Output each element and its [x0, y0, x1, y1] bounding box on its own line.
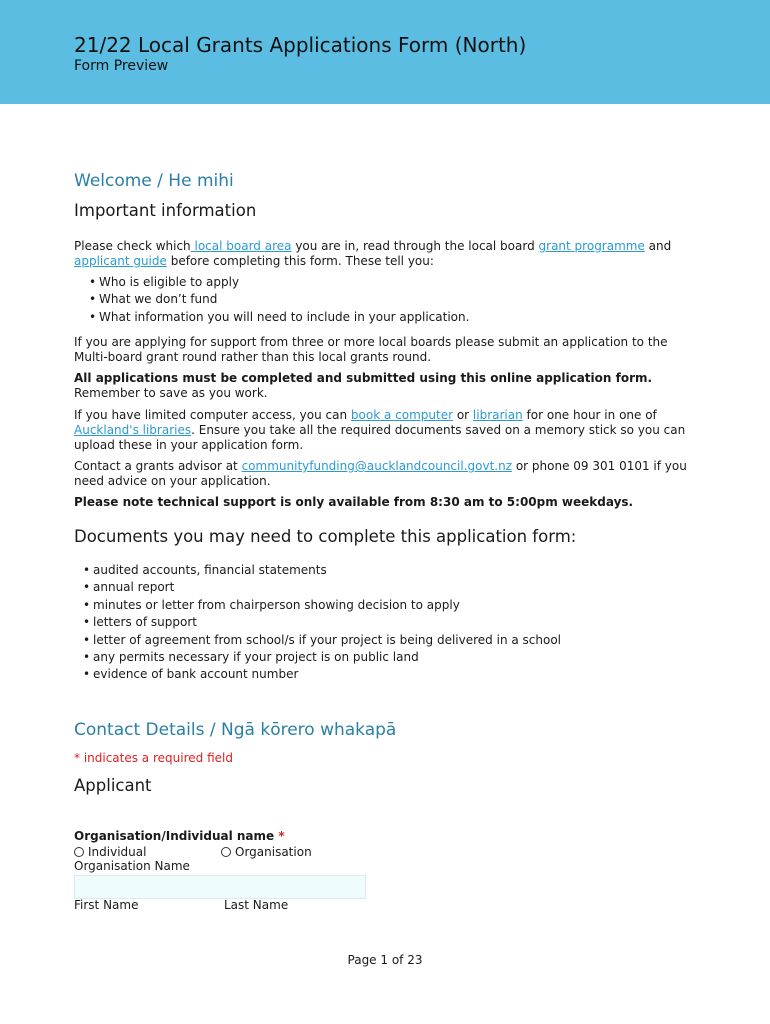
applicant-guide-link[interactable]: applicant guide — [74, 254, 167, 268]
radio-organisation[interactable] — [221, 845, 312, 859]
contact-text-1: Contact a grants advisor at — [74, 459, 242, 473]
required-field-note: * indicates a required field — [74, 751, 233, 765]
access-text-3: for one hour in one of — [522, 408, 657, 422]
intro-text-3: and — [644, 239, 672, 253]
welcome-heading: Welcome / He mihi — [74, 171, 234, 191]
online-submission-paragraph — [74, 371, 694, 401]
radio-organisation-label: Organisation — [235, 845, 312, 859]
access-text-2: or — [453, 408, 473, 422]
contact-advisor-paragraph — [74, 459, 694, 489]
page-indicator: Page 1 of 23 — [347, 953, 423, 967]
online-submission-bold: All applications must be completed and submitted using this online application form. — [74, 371, 653, 385]
librarian-link[interactable]: librarian — [472, 408, 523, 422]
required-star: * — [274, 829, 285, 843]
contact-details-heading: Contact Details / Ngā kōrero whakapā — [74, 720, 397, 740]
last-name-label: Last Name — [224, 898, 289, 912]
form-title: 21/22 Local Grants Applications Form (North) — [74, 33, 527, 57]
multi-board-paragraph: If you are applying for support from three or more local boards please submit an application to the Multi-board grant round rather than this local grants round. — [74, 335, 668, 364]
book-computer-link[interactable]: book a computer — [350, 408, 454, 422]
auckland-libraries-link[interactable]: Auckland's libraries — [74, 423, 192, 437]
list-item: • What we don’t fund — [70, 291, 469, 308]
radio-individual[interactable] — [74, 845, 146, 859]
list-item: • audited accounts, financial statements — [64, 562, 561, 579]
list-item: • letter of agreement from school/s if your project is being delivered in a school — [64, 632, 561, 649]
radio-circle-icon[interactable] — [74, 847, 84, 857]
intro-text-1: Please check which — [74, 239, 191, 253]
intro-paragraph — [74, 239, 694, 269]
radio-circle-icon[interactable] — [221, 847, 231, 857]
email-link[interactable]: communityfunding@aucklandcouncil.govt.nz — [241, 459, 512, 473]
list-item: • annual report — [64, 579, 561, 596]
eligibility-list — [70, 274, 469, 326]
org-name-label: Organisation Name — [74, 859, 190, 873]
list-item: • What information you will need to include in your application. — [70, 309, 469, 326]
access-text-4: . Ensure you take all the required documents saved on a memory stick so you can upload these in your application form. — [74, 423, 686, 452]
list-item: • Who is eligible to apply — [70, 274, 469, 291]
org-individual-label-text: Organisation/Individual name — [74, 829, 275, 843]
first-name-label: First Name — [74, 898, 139, 912]
save-reminder: Remember to save as you work. — [74, 386, 268, 400]
support-hours-note: Please note technical support is only available from 8:30 am to 5:00pm weekdays. — [74, 495, 634, 509]
applicant-heading: Applicant — [74, 776, 152, 795]
list-item: • evidence of bank account number — [64, 666, 561, 683]
list-item: • minutes or letter from chairperson showing decision to apply — [64, 597, 561, 614]
form-subtitle: Form Preview — [74, 58, 169, 74]
grant-programme-link[interactable]: grant programme — [538, 239, 645, 253]
local-board-area-link[interactable]: local board area — [190, 239, 292, 253]
access-text-1: If you have limited computer access, you can — [74, 408, 351, 422]
documents-list — [64, 562, 561, 684]
important-info-heading: Important information — [74, 201, 257, 220]
intro-text-2: you are in, read through the local board — [291, 239, 539, 253]
form-header — [0, 0, 770, 104]
contact-text-2: or phone 09 301 0101 if you need advice on your application. — [74, 459, 687, 488]
computer-access-paragraph — [74, 408, 694, 453]
org-name-input[interactable] — [74, 875, 366, 899]
radio-individual-label: Individual — [88, 845, 147, 859]
org-individual-label — [74, 829, 285, 843]
list-item: • letters of support — [64, 614, 561, 631]
documents-heading: Documents you may need to complete this application form: — [74, 527, 577, 546]
intro-text-4: before completing this form. These tell you: — [166, 254, 434, 268]
list-item: • any permits necessary if your project is on public land — [64, 649, 561, 666]
